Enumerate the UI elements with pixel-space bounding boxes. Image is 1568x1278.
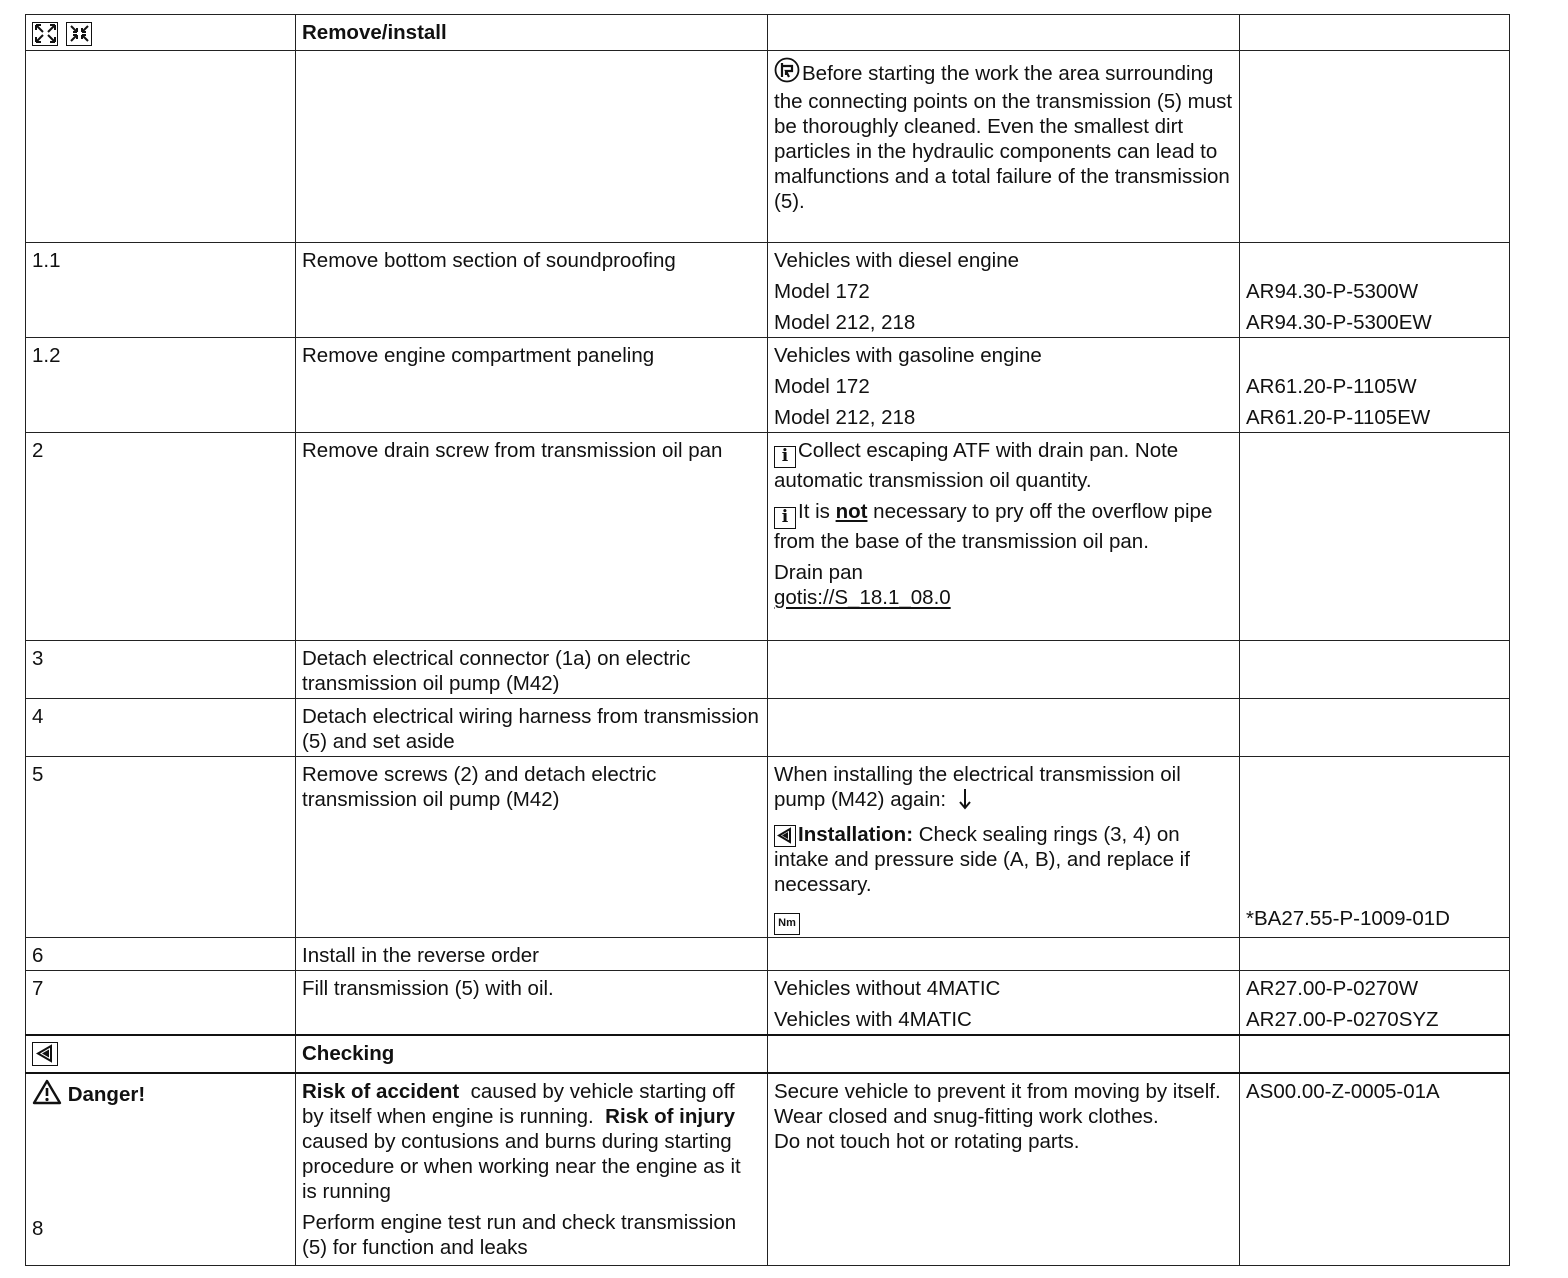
header-icons-cell [26, 15, 296, 51]
step-conditions [768, 641, 1240, 699]
installation-note [774, 822, 1233, 897]
step-action: Detach electrical connector (1a) on electric transmission oil pump (M42) [296, 641, 768, 699]
arrow-down-icon [958, 788, 972, 816]
measure-line: Wear closed and snug-fitting work clothes. [774, 1105, 1159, 1128]
table-row [26, 641, 1510, 699]
checking-row [26, 1035, 1510, 1073]
checking-icon-cell [26, 1035, 296, 1073]
installation-icon [774, 825, 796, 847]
warning-triangle-icon [32, 1079, 62, 1111]
spacer [32, 1111, 289, 1216]
step-action: Remove drain screw from transmission oil pan [296, 433, 768, 641]
step-action: Perform engine test run and check transmission (5) for function and leaks [302, 1211, 737, 1259]
ref-link[interactable]: AR94.30-P-5300W [1246, 280, 1419, 303]
installation-text: Check sealing rings (3, 4) on intake and pressure side (A, B), and replace if necessary. [774, 823, 1190, 896]
table-row [26, 938, 1510, 971]
condition-line: Model 172 [774, 280, 870, 303]
checking-empty-4 [1240, 1035, 1510, 1073]
info-icon: i [774, 446, 796, 468]
step-conditions [768, 757, 1240, 938]
step-number: 8 [32, 1217, 44, 1240]
install-note-text: When installing the electrical transmission oil pump (M42) again: [774, 763, 1181, 811]
torque-line [774, 903, 1233, 935]
table-row [26, 243, 1510, 338]
checking-title: Checking [296, 1035, 768, 1073]
measure-line: Secure vehicle to prevent it from moving by itself. [774, 1080, 1221, 1103]
measure-line: Do not touch hot or rotating parts. [774, 1130, 1080, 1153]
step-number: 7 [26, 971, 296, 1036]
expand-icon[interactable] [32, 22, 58, 46]
ref-link[interactable]: *BA27.55-P-1009-01D [1246, 907, 1450, 930]
collapse-icon[interactable] [66, 22, 92, 46]
ref-link[interactable]: AS00.00-Z-0005-01A [1246, 1080, 1440, 1103]
step-refs [1240, 699, 1510, 757]
table-row [26, 699, 1510, 757]
table-row [26, 338, 1510, 433]
info-text: necessary to pry off the overflow pipe from the base of the transmission oil pan. [774, 500, 1213, 553]
ref-link[interactable]: AR94.30-P-5300EW [1246, 311, 1432, 334]
install-note [774, 762, 1233, 816]
ref-link[interactable]: AR61.20-P-1105W [1246, 375, 1417, 398]
header-empty-4 [1240, 15, 1510, 51]
table-row [26, 971, 1510, 1036]
condition-line: Vehicles without 4MATIC [774, 977, 1001, 1000]
tool-link[interactable]: gotis://S_18.1_08.0 [774, 586, 951, 609]
step-number: 1.2 [26, 338, 296, 433]
step-action: Install in the reverse order [296, 938, 768, 971]
step-conditions [768, 699, 1240, 757]
step-refs [1240, 433, 1510, 641]
danger-ref-cell [1240, 1073, 1510, 1265]
header-title: Remove/install [296, 15, 768, 51]
step-action: Fill transmission (5) with oil. [296, 971, 768, 1036]
step-refs [1240, 243, 1510, 338]
header-row [26, 15, 1510, 51]
step-refs [1240, 338, 1510, 433]
table-row [26, 757, 1510, 938]
caution-circle-icon [774, 57, 800, 89]
table-row [26, 433, 1510, 641]
condition-line: Vehicles with gasoline engine [774, 344, 1042, 367]
risk-desc: caused by vehicle starting off by itself when engine is running. [302, 1080, 741, 1128]
notice-text: Before starting the work the area surrounding the connecting points on the transmission (5) must be thoroughly cleaned. Even the smallest dirt particles in the hydraulic components can lead to malfunctions and a total failure of the transmission (5). [774, 62, 1233, 213]
step-refs [1240, 938, 1510, 971]
condition-line: Model 212, 218 [774, 406, 916, 429]
risk-text [302, 1079, 761, 1204]
ref-link[interactable]: AR27.00-P-0270SYZ [1246, 1008, 1439, 1031]
info-emphasis: not [835, 500, 868, 523]
info-note [774, 438, 1233, 493]
installation-icon [32, 1042, 58, 1066]
condition-line: Model 212, 218 [774, 311, 916, 334]
ref-link[interactable]: AR27.00-P-0270W [1246, 977, 1419, 1000]
step-number: 3 [26, 641, 296, 699]
step-refs [1240, 641, 1510, 699]
step-number: 4 [26, 699, 296, 757]
risk-bold: Risk of injury [605, 1105, 735, 1128]
checking-empty-3 [768, 1035, 1240, 1073]
procedure-table [25, 14, 1510, 1266]
risk-bold: Risk of accident [302, 1080, 460, 1103]
danger-row [26, 1073, 1510, 1265]
step-action: Remove bottom section of soundproofing [296, 243, 768, 338]
notice-empty-2 [296, 51, 768, 243]
step-number: 2 [26, 433, 296, 641]
notice-empty-4 [1240, 51, 1510, 243]
step-conditions [768, 433, 1240, 641]
step-action: Detach electrical wiring harness from transmission (5) and set aside [296, 699, 768, 757]
tool-name: Drain pan [774, 561, 863, 584]
risk-desc: caused by contusions and burns during starting procedure or when working near the engine as it is running [302, 1130, 741, 1203]
danger-label: Danger! [67, 1083, 146, 1106]
notice-cell [768, 51, 1240, 243]
notice-empty-1 [26, 51, 296, 243]
danger-label-line [32, 1079, 289, 1111]
step-conditions [768, 338, 1240, 433]
info-text: It is [798, 500, 836, 523]
step-conditions [768, 243, 1240, 338]
torque-icon[interactable]: Nm [774, 913, 800, 935]
step-conditions [768, 938, 1240, 971]
condition-line: Vehicles with 4MATIC [774, 1008, 972, 1031]
condition-line: Vehicles with diesel engine [774, 249, 1020, 272]
step-action: Remove screws (2) and detach electric transmission oil pump (M42) [296, 757, 768, 938]
step-refs [1240, 757, 1510, 938]
danger-risks [296, 1073, 768, 1265]
step-refs [1240, 971, 1510, 1036]
installation-label: Installation: [798, 823, 914, 846]
notice-row [26, 51, 1510, 243]
ref-empty [1246, 248, 1503, 273]
info-icon: i [774, 507, 796, 529]
step-number: 5 [26, 757, 296, 938]
step-number: 6 [26, 938, 296, 971]
header-empty-3 [768, 15, 1240, 51]
step-number: 1.1 [26, 243, 296, 338]
ref-empty [1246, 343, 1503, 368]
step-action: Remove engine compartment paneling [296, 338, 768, 433]
ref-link[interactable]: AR61.20-P-1105EW [1246, 406, 1431, 429]
info-note [774, 499, 1233, 554]
danger-measures [768, 1073, 1240, 1265]
danger-cell [26, 1073, 296, 1265]
step-conditions [768, 971, 1240, 1036]
condition-line: Model 172 [774, 375, 870, 398]
info-text: Collect escaping ATF with drain pan. Note automatic transmission oil quantity. [774, 439, 1179, 492]
